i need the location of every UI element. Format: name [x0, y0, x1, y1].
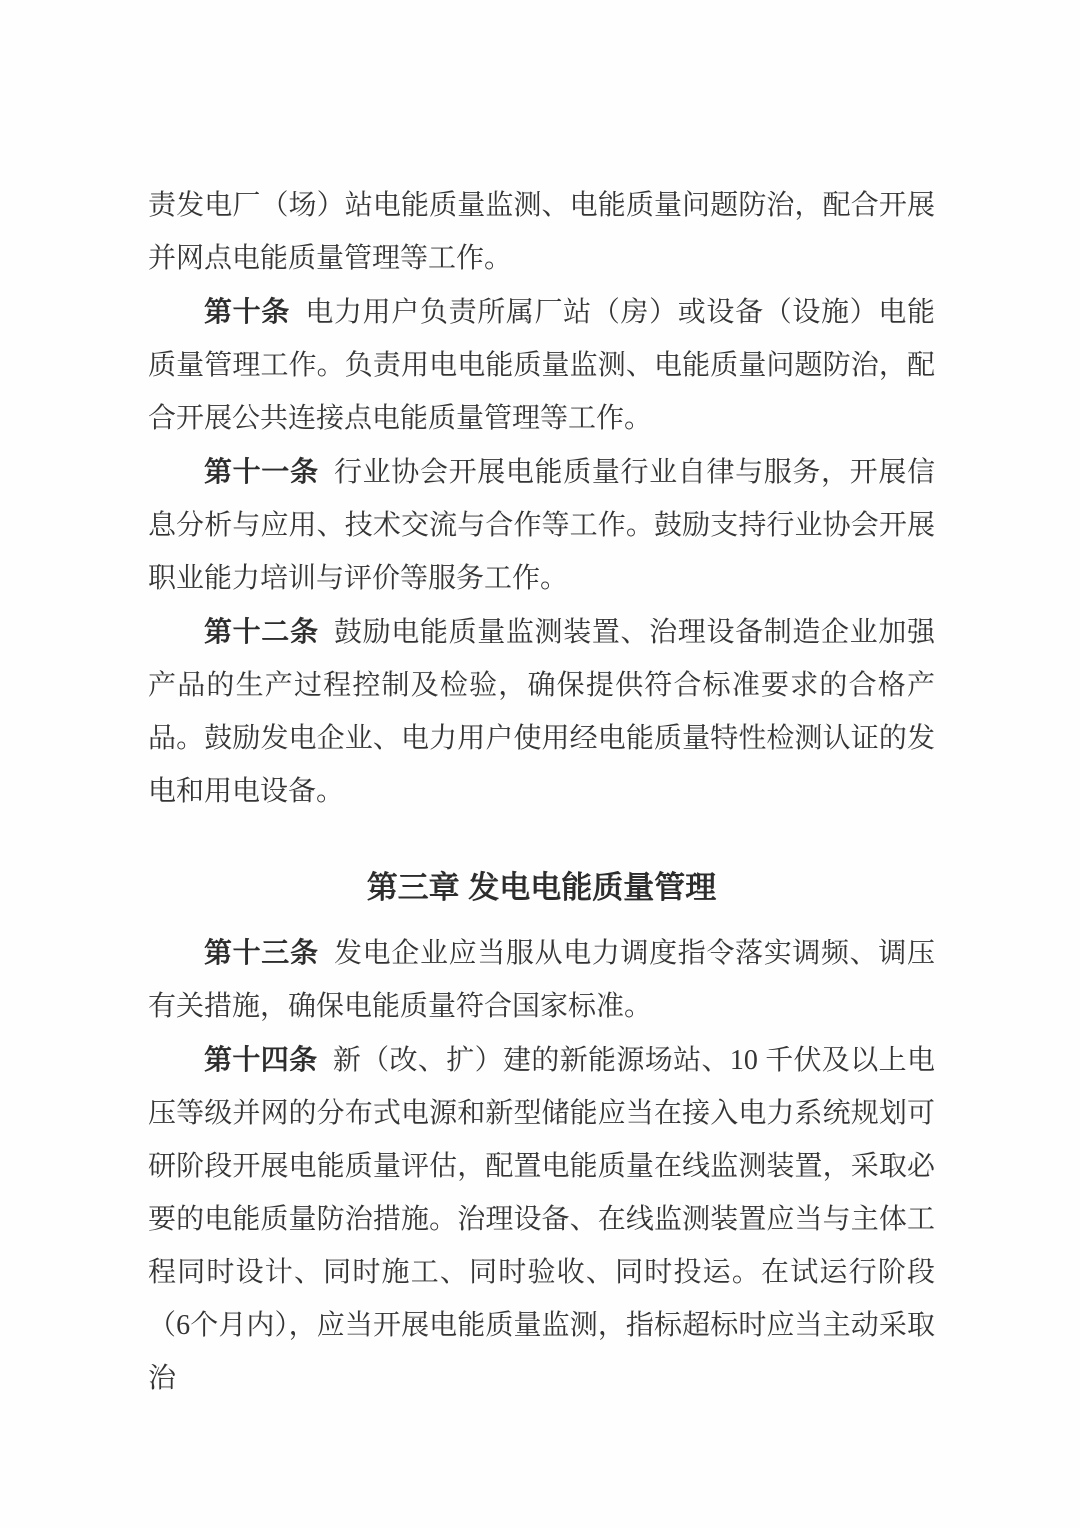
article-14-text: 新（改、扩）建的新能源场站、10 千伏及以上电压等级并网的分布式电源和新型储能应当在接入电力系统规划可研阶段开展电能质量评估，配置电能质量在线监测装置，采取必要的电能质量防治措施。治理设备、在线监测装置应当与主体工程同时设计、同时施工、同时验收、同时投运。在试运行阶段（6个月内），应当开展电能质量监测，指标超标时应当主动采取治 — [148, 1045, 935, 1394]
article-14-label: 第十四条 — [204, 1044, 318, 1075]
article-13-paragraph — [148, 926, 935, 1033]
article-12-text: 鼓励电能质量监测装置、治理设备制造企业加强产品的生产过程控制及检验，确保提供符合标准要求的合格产品。鼓励发电企业、电力用户使用经电能质量特性检测认证的发电和用电设备。 — [148, 617, 935, 807]
article-10-text: 电力用户负责所属厂站（房）或设备（设施）电能质量管理工作。负责用电电能质量监测、电能质量问题防治，配合开展公共连接点电能质量管理等工作。 — [148, 297, 935, 434]
chapter-heading: 第三章 发电电能质量管理 — [366, 870, 717, 905]
article-11-paragraph — [148, 445, 935, 605]
article-13-label: 第十三条 — [204, 937, 319, 968]
article-12-paragraph — [148, 605, 935, 818]
article-10-label: 第十条 — [204, 296, 290, 327]
article-11-text: 行业协会开展电能质量行业自律与服务，开展信息分析与应用、技术交流与合作等工作。鼓励支持行业协会开展职业能力培训与评价等服务工作。 — [148, 457, 935, 594]
article-13-text: 发电企业应当服从电力调度指令落实调频、调压有关措施，确保电能质量符合国家标准。 — [148, 938, 935, 1022]
continuation-paragraph: 责发电厂（场）站电能质量监测、电能质量问题防治，配合开展并网点电能质量管理等工作。 — [148, 190, 935, 274]
article-10-paragraph — [148, 285, 935, 445]
article-12-label: 第十二条 — [204, 616, 319, 647]
article-14-paragraph — [148, 1033, 935, 1405]
document-body — [148, 179, 935, 1405]
article-11-label: 第十一条 — [204, 456, 319, 487]
